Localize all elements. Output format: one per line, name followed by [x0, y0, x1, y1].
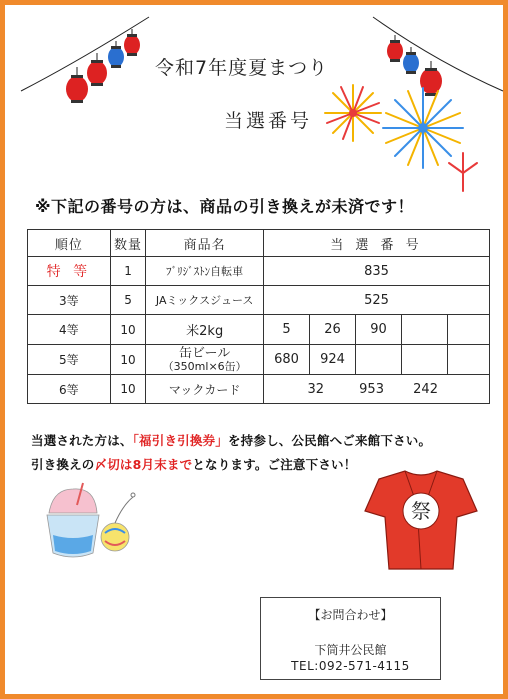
qty-cell: 10 [110, 315, 146, 345]
number-cell: 26 [310, 315, 356, 344]
rank-cell: 5等 [28, 345, 111, 375]
rank-cell: 特 等 [28, 257, 111, 286]
info-text: を持参し、公民館へご来館下さい。 [227, 433, 432, 448]
item-cell: マックカード [146, 375, 264, 404]
number-cell [356, 345, 402, 374]
page-subtitle: 当選番号 [224, 110, 313, 132]
info-text: 引き換えの [31, 457, 95, 472]
contact-tel: TEL:092-571-4115 [291, 659, 410, 673]
number-cell: 525 [263, 286, 489, 315]
qty-cell: 10 [110, 375, 146, 404]
info-text: 当選された方は、 [31, 433, 133, 448]
contact-box [260, 597, 441, 680]
item-cell: 米2kg [146, 315, 264, 345]
voucher-name: 「福引き引換券」 [132, 433, 228, 448]
number-cell [448, 315, 489, 344]
header-item: 商品名 [146, 230, 264, 257]
number-cell: 90 [356, 315, 402, 344]
number-cell [448, 345, 489, 374]
deadline-text: 〆切は8月末まで [94, 457, 193, 472]
item-detail: （350ml×6缶） [162, 359, 247, 373]
rank-cell: 6等 [28, 375, 111, 404]
item-cell [146, 345, 264, 375]
rank-cell: 3等 [28, 286, 111, 315]
info-line-1 [31, 431, 431, 449]
qty-cell: 1 [110, 257, 146, 286]
info-line-2 [31, 455, 356, 473]
contact-name: 下筒井公民館 [314, 643, 387, 657]
number-cell: 680 [264, 345, 310, 374]
table-row [28, 286, 490, 315]
festival-happi-icon [361, 465, 481, 575]
item-cell: JAミックスジュース [146, 286, 264, 315]
header-rank: 順位 [28, 230, 111, 257]
table-row [28, 345, 490, 375]
qty-cell: 10 [110, 345, 146, 375]
prize-table [27, 229, 490, 404]
number-cell: 242 [413, 381, 438, 397]
event-title: 令和7年度夏まつり [155, 57, 329, 79]
qty-cell: 5 [110, 286, 146, 315]
fireworks-icon [313, 73, 483, 193]
table-row [28, 375, 490, 404]
number-cell: 5 [264, 315, 310, 344]
item-name: 缶ビール [179, 345, 231, 361]
number-cell: 32 [307, 381, 324, 397]
header-qty: 数量 [110, 230, 146, 257]
number-cell [402, 315, 448, 344]
number-cell [402, 345, 448, 374]
number-cell: 953 [359, 381, 384, 397]
number-group [264, 315, 489, 344]
contact-heading: 【お問合わせ】 [308, 608, 393, 622]
table-row [28, 315, 490, 345]
happi-kanji: 祭 [411, 499, 431, 523]
header-numbers: 当 選 番 号 [263, 230, 489, 257]
number-cell: 835 [263, 257, 489, 286]
info-text: となります。ご注意下さい！ [192, 457, 357, 472]
table-row [28, 257, 490, 286]
number-group [264, 375, 489, 403]
lantern-string-left-icon [19, 11, 159, 111]
rank-cell: 4等 [28, 315, 111, 345]
table-header-row [28, 230, 490, 257]
shaved-ice-icon [43, 475, 143, 565]
item-cell: ﾌﾞﾘｼﾞｽﾄﾝ自転車 [146, 257, 264, 286]
number-group [264, 345, 489, 374]
number-cell: 924 [310, 345, 356, 374]
notice-text: ※下記の番号の方は、商品の引き換えが未済です！ [35, 197, 415, 216]
